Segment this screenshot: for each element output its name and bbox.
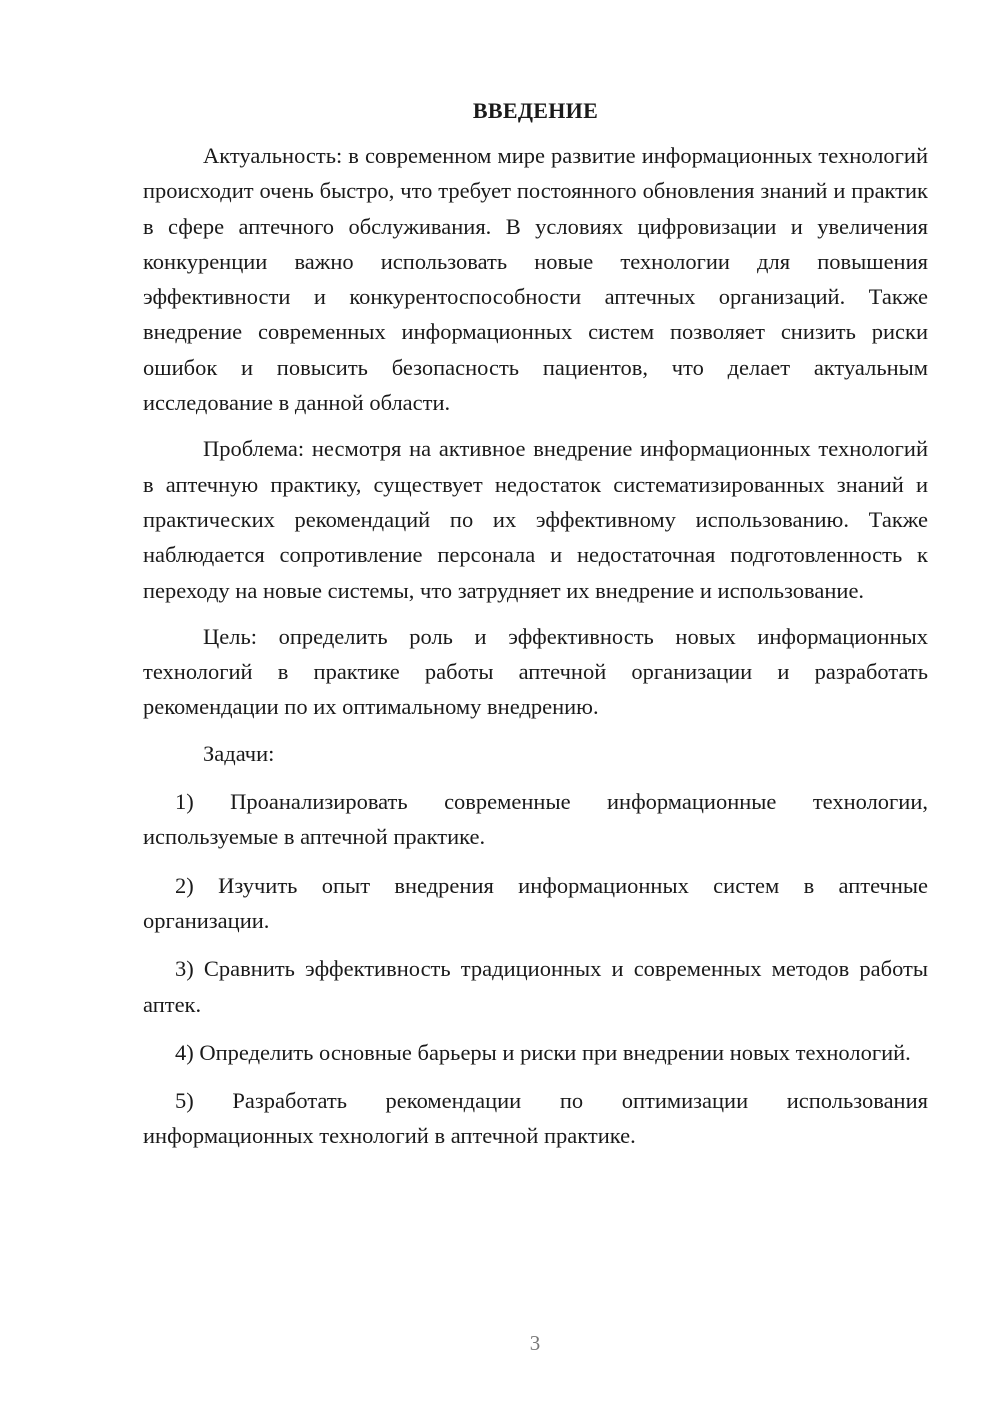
task-item: 3) Сравнить эффективность традиционных и современных методов работы аптек.	[143, 956, 928, 1017]
task-item: 5) Разработать рекомендации по оптимизации использования информационных технологий в аптечной практике.	[143, 1088, 928, 1149]
tasks-heading: Задачи:	[203, 740, 275, 766]
relevance-paragraph: Актуальность: в современном мире развитие информационных технологий происходит очень быстро, что требует постоянного обновления знаний и практик в сфере аптечного обслуживания. В условиях цифровизации и увеличения конкуренции важно использовать новые технологии для повышения эффективности и конкурентоспособности аптечных организаций. Также внедрение современных информационных систем позволяет снизить риски ошибок и повысить безопасность пациентов, что делает актуальным исследование в данной области.	[143, 143, 928, 416]
task-item: 4) Определить основные барьеры и риски при внедрении новых технологий.	[175, 1039, 911, 1065]
task-item: 2) Изучить опыт внедрения информационных систем в аптечные организации.	[143, 872, 928, 933]
task-item: 1) Проанализировать современные информационные технологии, используемые в аптечной практике.	[143, 789, 928, 850]
problem-paragraph: Проблема: несмотря на активное внедрение информационных технологий в аптечную практику, существует недостаток систематизированных знаний и практических рекомендаций по их эффективному использованию. Также наблюдается сопротивление персонала и недостаточная подготовленность к переходу на новые системы, что затрудняет их внедрение и использование.	[143, 436, 928, 603]
page-content	[143, 90, 928, 1154]
section-title: ВВЕДЕНИЕ	[472, 98, 599, 123]
goal-paragraph: Цель: определить роль и эффективность новых информационных технологий в практике работы аптечной организации и разработать рекомендации по их оптимальному внедрению.	[143, 623, 928, 720]
tasks-list	[143, 784, 928, 1154]
page-number: 3	[529, 1331, 541, 1355]
